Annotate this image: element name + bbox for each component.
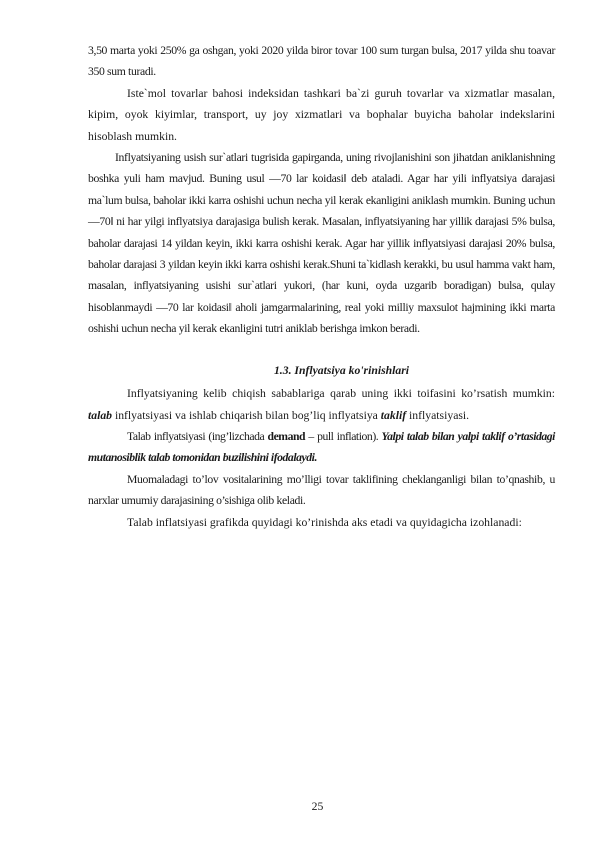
section-heading: 1.3. Inflyatsiya ko'rinishlari bbox=[273, 363, 410, 377]
paragraph-5 bbox=[88, 426, 555, 469]
paragraph-7: Talab inflatsiyasi grafikda quyidagi ko’rinishda aks etadi va quyidagicha izohlanadi: bbox=[127, 515, 522, 529]
document-page bbox=[88, 40, 555, 533]
paragraph-4 bbox=[88, 383, 555, 426]
paragraph-2: Iste`mol tovarlar bahosi indeksidan tashkari ba`zi guruh tovarlar va xizmatlar masalan, kipim, oyok kiyimlar, transport, uy joy xizmatlari va bophalar buyicha baholar indekslarini hisoblash mumkin. bbox=[88, 86, 555, 143]
term-taklif: taklif bbox=[380, 408, 407, 422]
paragraph-6: Muomaladagi to’lov vositalarining mo’lligi tovar taklifining cheklanganligi bilan to’qnashib, u narxlar umumiy darajasining o’sishiga olib keladi. bbox=[88, 472, 555, 508]
p4-text-mid: inflyatsiyasi va ishlab chiqarish bilan bog’liq inflyatsiya bbox=[112, 408, 381, 422]
paragraph-1: 3,50 marta yoki 250% ga oshgan, yoki 2020 yilda biror tovar 100 sum turgan bulsa, 2017 yilda shu toavar 350 sum turadi. bbox=[88, 44, 555, 79]
p4-text-end: inflyatsiyasi. bbox=[406, 408, 470, 422]
term-demand: demand bbox=[267, 429, 306, 443]
p5-text-mid: – pull inflation). bbox=[305, 429, 382, 443]
p4-text-start: Inflyatsiyaning kelib chiqish sabablariga qarab uning ikki toifasini ko’rsatish mumkin: bbox=[127, 387, 555, 401]
page-number: 25 bbox=[311, 800, 324, 813]
p5-text-start: Talab inflyatsiyasi (ing’lizchada bbox=[127, 429, 268, 443]
term-talab: talab bbox=[88, 408, 113, 422]
p5-definition: Yalpi talab bilan yalpi taklif o’rtasidagi mutanosiblik talab tomonidan buzilishini ifodalaydi. bbox=[88, 429, 555, 465]
paragraph-3: Inflyatsiyaning usish sur`atlari tugrisida gapirganda, uning rivojlanishini son jihatdan aniklanishning boshka yuli ham mavjud. Buning usul ―70 lar koidasi‖ deb ataladi. Agar har yili inflyatsiya darajasi ma`lum bulsa, baholar ikki karra oshishi uchun necha yil kerak ekanligini aniklash mumkin. Buning uchun ―70‖ ni har yilgi inflyatsiya darajasiga bulish kerak. Masalan, inflyatsiyaning har yillik darajasi 5% bulsa, baholar darajasi 14 yildan keyin, ikki karra oshishi kerak. Agar har yillik inflyatsiyasi darajasi 20% bulsa, baholar darajasi 3 yildan keyin ikki karra oshishi kerak.Shuni ta`kidlash kerakki, bu usul hamma vakt ham, masalan, inflyatsiyaning usishi sur`atlari yukori, (har kuni, oyda uzgarib boradigan) bulsa, qulay hisoblanmaydi ―70 lar koidasi‖ aholi jamgarmalarining, real yoki milliy maxsulot hajmining ikki marta oshishi uchun necha yil kerak ekanligini tutri aniklab berishga imkon beradi. bbox=[88, 151, 555, 336]
